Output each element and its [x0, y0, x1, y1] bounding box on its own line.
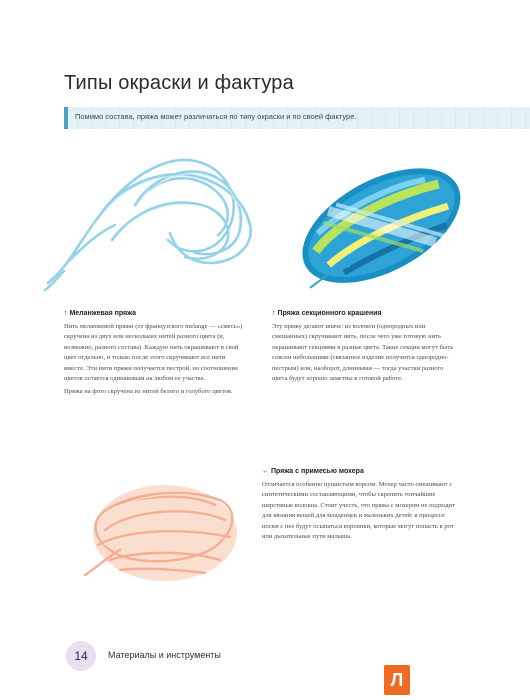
page-title: Типы окраски и фактура — [64, 72, 294, 94]
sectional-heading: ↑ Пряжа секционного крашения — [272, 310, 382, 317]
mohair-paragraph: Отличается особенно пушистым ворсом. Мохер часто смешивают с синтетическими составляющими, чтобы скрепить тончайшие шерстяные волокна. Стоит учесть, что пряжа с мохером не подходит для вязания вещей для младенцев и маленьких детей: в процессе носки с нее будут осыпаться ворсинки, которые могут попасть в рот или дыхательные пути малыша. — [262, 481, 455, 541]
mohair-heading: ← Пряжа с примесью мохера — [262, 468, 364, 475]
melange-heading: ↑ Меланжевая пряжа — [64, 310, 137, 317]
publisher-logo: Л — [384, 665, 410, 695]
sectional-yarn-photo — [280, 148, 480, 298]
footer-section-name: Материалы и инструменты — [108, 650, 221, 660]
sectional-text — [272, 322, 454, 384]
page-number-badge: 14 — [66, 641, 96, 671]
mohair-text — [262, 480, 462, 542]
melange-paragraph: Пряжа на фото скручена из нитей белого и голубого цветов. — [64, 388, 233, 396]
mohair-yarn-photo — [70, 455, 250, 605]
melange-text — [64, 322, 244, 398]
intro-text: Помимо состава, пряжа может различаться по типу окраски и по своей фактуре. — [75, 112, 357, 121]
sectional-paragraph: Эту пряжу делают иначе: из волокон (однородных или смешанных) скручивают нить, после чего уже готовую нить окрашивают секциями в разные цвета. Такие секции могут быть совсем небольшими (связанное изделие получится однородно-пестрым) или, наоборот, длинными — тогда участки разного цвета будут хорошо заметны в готовой работе. — [272, 323, 454, 383]
melange-paragraph: Нить меланжевой пряжи (от французского melange — «смесь») скручена из двух или нескольких нитей разного цвета (и, возможно, разного состава). Каждую нить окрашивают в свой цвет отдельно, и только после этого скручивают все нити вместе. Эти нити пряжи получается пестрой, но соотношение цветов остается одинаковым на любом ее участке. — [64, 323, 243, 383]
intro-accent-bar — [64, 107, 68, 129]
melange-yarn-photo — [40, 145, 270, 295]
